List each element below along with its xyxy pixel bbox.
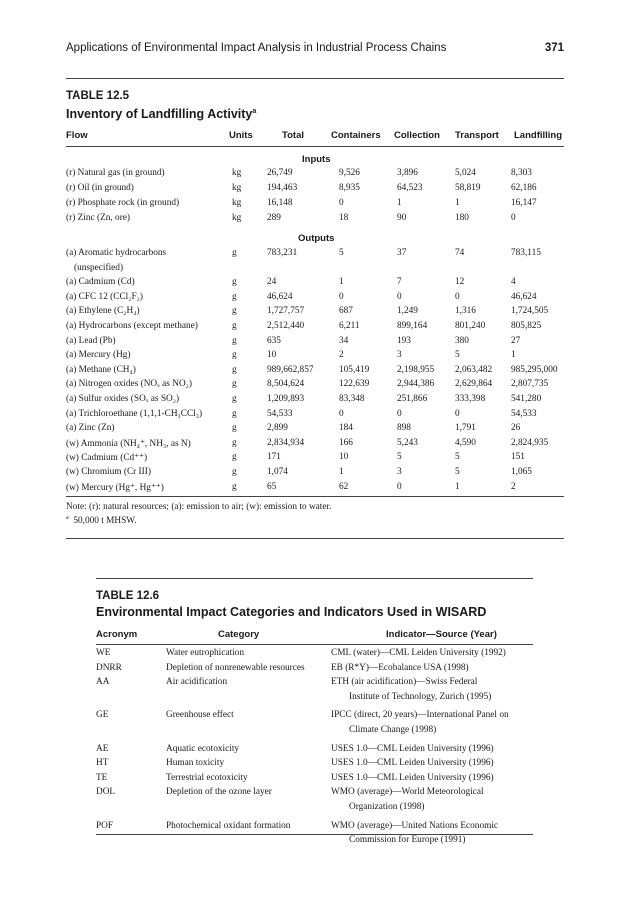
table5-col-header: Collection — [394, 130, 440, 141]
table5-cell: (a) Zinc (Zn) — [66, 423, 115, 434]
table5-cell: 171 — [267, 452, 281, 463]
table5-cell: 2 — [511, 481, 516, 492]
running-header — [66, 42, 564, 54]
header-rule — [66, 78, 564, 79]
table6-category: Air acidification — [166, 677, 228, 688]
table5-cell: 3,896 — [397, 168, 418, 178]
table5-cell: 0 — [397, 481, 402, 492]
table5-cell: (a) Hydrocarbons (except methane) — [66, 321, 198, 331]
table5-cell: 2,512,440 — [267, 321, 305, 331]
table5-cell: 46,624 — [511, 291, 537, 302]
table5-cell: 5 — [455, 452, 460, 463]
table5-cell: kg — [232, 198, 242, 208]
table5-cell: (w) Cadmium (Cd⁺⁺) — [66, 453, 148, 464]
table6-acronym: WE — [96, 648, 111, 658]
table6-label: TABLE 12.6 — [96, 590, 160, 602]
table5-col-header: Transport — [455, 130, 499, 141]
table5-cell: 16,148 — [267, 198, 293, 208]
table5-cell: 0 — [397, 291, 402, 302]
page-number: 371 — [544, 42, 564, 54]
table5-cell: 90 — [397, 213, 407, 223]
table5-cell: (r) Phosphate rock (in ground) — [66, 198, 180, 208]
table5-cell: 37 — [397, 248, 407, 258]
table6-indicator: WMO (average)—United Nations Economic — [331, 820, 499, 831]
table5-cell: (a) Trichloroethane (1,1,1-CH₃CCl₃) — [66, 408, 203, 419]
table5-cell: 151 — [511, 452, 525, 463]
table5-cell: g — [232, 248, 237, 258]
table5-cell: 6,211 — [339, 321, 360, 331]
table5-cell: 2,899 — [267, 423, 288, 434]
table5-bottom-rule — [66, 496, 564, 497]
table5-cell: g — [232, 364, 237, 375]
table5-cell: (r) Natural gas (in ground) — [66, 168, 165, 178]
table5-title-mark: a — [252, 107, 257, 115]
table5-cell: 2,198,955 — [397, 364, 435, 375]
table5-cell: 194,463 — [267, 183, 298, 193]
table5-cell: 26,749 — [267, 168, 293, 178]
table5-cell: 180 — [455, 213, 469, 223]
table5-cell: 54,533 — [511, 408, 537, 419]
table5-cell: 289 — [267, 213, 281, 223]
table5-cell: g — [232, 335, 237, 346]
table5-cell: 1,249 — [397, 306, 418, 317]
table5-cell: g — [232, 481, 237, 492]
table5-cell: 34 — [339, 335, 349, 346]
table5-header-row — [0, 130, 629, 144]
table5-cell: 62 — [339, 481, 349, 492]
table5-cell: 65 — [267, 481, 277, 492]
table5-cell: 2,834,934 — [267, 437, 305, 448]
table5-cell: 2,629,864 — [455, 379, 493, 390]
table5-outputs-label: Outputs — [298, 233, 335, 244]
table6-indicator: ETH (air acidification)—Swiss Federal — [331, 677, 478, 688]
table5-cell: 8,303 — [511, 168, 532, 178]
table5-col-header: Containers — [331, 130, 381, 141]
table6-acronym: DNRR — [96, 662, 122, 673]
table5-cell: 783,231 — [267, 248, 298, 258]
table6-col-header: Indicator—Source (Year) — [386, 629, 497, 640]
table5-cell: 1 — [455, 481, 460, 492]
table5-cell: 0 — [511, 213, 516, 223]
table5-cell: 26 — [511, 423, 521, 434]
table5-cell: 1,065 — [511, 467, 532, 477]
table5-cell: 1 — [339, 277, 344, 288]
table5-cell: (r) Oil (in ground) — [66, 183, 134, 193]
table5-cell: 10 — [267, 350, 277, 361]
table5-cell: (w) Chromium (Cr III) — [66, 467, 151, 477]
table6-indicator: USES 1.0—CML Leiden University (1996) — [331, 758, 494, 769]
table5-cell: 8,504,624 — [267, 379, 305, 390]
table5-cell: 0 — [455, 408, 460, 419]
table5-cell: 10 — [339, 452, 349, 463]
table5-cell: 5 — [455, 350, 460, 361]
table5-cell: 0 — [455, 291, 460, 302]
table5-cell: g — [232, 394, 237, 404]
table5-cell: g — [232, 321, 237, 331]
table6-col-header: Acronym — [96, 629, 138, 640]
table5-cell: 898 — [397, 423, 411, 434]
table6-acronym: AA — [96, 677, 110, 688]
table5-cell: 1,791 — [455, 423, 476, 434]
table5-cell: 5,243 — [397, 437, 418, 448]
table5-cell: g — [232, 291, 237, 302]
table5-cell: 687 — [339, 306, 353, 317]
table5-cell: 184 — [339, 423, 353, 434]
table6-indicator: IPCC (direct, 20 years)—International Panel on — [331, 710, 509, 721]
table5-cell: 4,590 — [455, 437, 476, 448]
table5-cell: g — [232, 306, 237, 317]
table5-cell: g — [232, 350, 237, 361]
table5-header-rule — [66, 146, 564, 147]
table5-cell: 5,024 — [455, 168, 476, 178]
table5-cell: (a) Methane (CH₄) — [66, 364, 136, 375]
table5-inputs-label: Inputs — [302, 154, 331, 165]
table5-cell: kg — [232, 213, 242, 223]
table5-cell: 0 — [339, 198, 344, 208]
table5-cell: 12 — [455, 277, 465, 288]
table5-cell: 380 — [455, 335, 469, 346]
table5-cell: 783,115 — [511, 248, 541, 258]
table6-acronym: DOL — [96, 787, 116, 798]
table5-cell: 8,935 — [339, 183, 360, 193]
table5-cell: g — [232, 452, 237, 463]
table6-bottom-rule — [96, 834, 533, 835]
table5-cell: g — [232, 467, 237, 477]
table6-indicator: USES 1.0—CML Leiden University (1996) — [331, 743, 494, 754]
table6-category: Greenhouse effect — [166, 710, 234, 721]
table5-cell: 2 — [339, 350, 344, 361]
table5-cell: 251,866 — [397, 394, 428, 404]
table5-cell: 27 — [511, 335, 521, 346]
table5-cell: 2,807,735 — [511, 379, 549, 390]
table5-cell: g — [232, 408, 237, 419]
table5-cell: (w) Mercury (Hg⁺, Hg⁺⁺) — [66, 482, 164, 493]
table5-cell: 46,624 — [267, 291, 293, 302]
table5-cell: 2,063,482 — [455, 364, 493, 375]
table6-acronym: POF — [96, 820, 114, 831]
table5-cell: 1,727,757 — [267, 306, 305, 317]
table5-cell: 7 — [397, 277, 402, 288]
table5-cell: 3 — [397, 350, 402, 361]
table5-note: Note: (r): natural resources; (a): emission to air; (w): emission to water. — [66, 502, 332, 512]
table5-cell: 5 — [397, 452, 402, 463]
table6-category: Aquatic ecotoxicity — [166, 743, 240, 754]
table5-cell: g — [232, 277, 237, 288]
table5-cell: 166 — [339, 437, 353, 448]
table5-cell: (unspecified) — [74, 262, 124, 273]
table5-col-header: Flow — [66, 130, 88, 141]
table5-col-header: Units — [229, 130, 253, 141]
table5-cell: g — [232, 437, 237, 448]
table5-cell: 1,209,893 — [267, 394, 305, 404]
table5-cell: 64,523 — [397, 183, 423, 193]
table5-cell: 1 — [455, 198, 460, 208]
table5-cell: (a) Ethylene (C₂H₄) — [66, 306, 140, 317]
table5-cell: 801,240 — [455, 321, 486, 331]
table6-indicator: Climate Change (1998) — [349, 725, 437, 735]
table5-title: Inventory of Landfilling Activity$^a$ — [66, 107, 257, 121]
table5-cell: 1 — [511, 350, 516, 361]
table5-end-rule — [66, 538, 564, 539]
table5-cell: 3 — [397, 467, 402, 477]
table6-indicator: WMO (average)—World Meteorological — [331, 787, 484, 798]
table6-category: Depletion of nonrenewable resources — [166, 662, 305, 673]
table6-col-header: Category — [218, 629, 260, 640]
table5-cell: 193 — [397, 335, 411, 346]
table5-cell: (a) Sulfur oxides (SOₓ as SO₂) — [66, 394, 180, 404]
table6-category: Photochemical oxidant formation — [166, 820, 291, 831]
table5-cell: 541,280 — [511, 394, 542, 404]
table5-cell: (a) CFC 12 (CCl₂F₂) — [66, 291, 143, 302]
running-title: Applications of Environmental Impact Analysis in Industrial Process Chains — [66, 42, 447, 54]
table5-cell: 985,295,000 — [511, 364, 558, 375]
table5-cell: 2,824,935 — [511, 437, 549, 448]
table5-cell: 989,662,857 — [267, 364, 314, 375]
table5-cell: 635 — [267, 335, 281, 346]
table6-category: Depletion of the ozone layer — [166, 787, 272, 798]
table6-category: Terrestrial ecotoxicity — [166, 772, 248, 783]
table5-cell: (r) Zinc (Zn, ore) — [66, 213, 131, 223]
table5-cell: (a) Cadmium (Cd) — [66, 277, 135, 288]
table5-cell: 62,186 — [511, 183, 537, 193]
table5-cell: 16,147 — [511, 198, 537, 208]
table5-cell: 9,526 — [339, 168, 360, 178]
table6-title: Environmental Impact Categories and Indicators Used in WISARD — [96, 605, 487, 619]
table5-cell: 18 — [339, 213, 349, 223]
table5-col-header: Total — [282, 130, 304, 141]
table5-cell: 2,944,386 — [397, 379, 435, 390]
table6-category: Water eutrophication — [166, 648, 244, 658]
table5-cell: 0 — [397, 408, 402, 419]
table5-cell: 54,533 — [267, 408, 293, 419]
table5-label: TABLE 12.5 — [66, 90, 130, 102]
table6-indicator: Institute of Technology, Zurich (1995) — [349, 691, 492, 702]
table5-cell: 4 — [511, 277, 516, 288]
table5-cell: (a) Mercury (Hg) — [66, 350, 131, 361]
table5-cell: 83,348 — [339, 394, 365, 404]
table5-cell: 5 — [339, 248, 344, 258]
table5-cell: (w) Ammonia (NH₄⁺, NH₃, as N) — [66, 438, 191, 449]
table5-cell: (a) Aromatic hydrocarbons — [66, 248, 167, 258]
table5-cell: 122,639 — [339, 379, 370, 390]
table6-indicator: EB (R*Y)—Ecobalance USA (1998) — [331, 662, 469, 673]
table6-category: Human toxicity — [166, 758, 225, 769]
table6-indicator: Organization (1998) — [349, 802, 425, 812]
table5-cell: kg — [232, 168, 242, 178]
table5-cell: 0 — [339, 408, 344, 419]
table5-cell: 899,164 — [397, 321, 428, 331]
table5-cell: 1,316 — [455, 306, 476, 317]
table5-cell: kg — [232, 183, 242, 193]
table6-indicator: Commission for Europe (1991) — [349, 835, 466, 846]
table6-top-rule — [96, 578, 533, 579]
table5-footnote: $^a$ 50,000 t MHSW. — [66, 515, 137, 527]
table5-cell: 105,419 — [339, 364, 370, 375]
table6-acronym: AE — [96, 743, 109, 754]
table6-header-rule — [96, 644, 533, 645]
table5-cell: 805,825 — [511, 321, 542, 331]
table5-cell: 1,074 — [267, 467, 288, 477]
table5-cell: g — [232, 423, 237, 434]
table6-indicator: CML (water)—CML Leiden University (1992) — [331, 648, 506, 658]
table5-cell: 74 — [455, 248, 465, 258]
table5-cell: 0 — [339, 291, 344, 302]
table5-cell: (a) Lead (Pb) — [66, 335, 116, 346]
table6-header-row — [0, 629, 629, 643]
table6-acronym: GE — [96, 710, 109, 721]
table5-cell: g — [232, 379, 237, 390]
table6-acronym: TE — [96, 772, 108, 783]
table5-cell: 1,724,505 — [511, 306, 549, 317]
table5-cell: 333,398 — [455, 394, 486, 404]
table5-cell: 1 — [339, 467, 344, 477]
table5-cell: (a) Nitrogen oxides (NOₓ as NO₂) — [66, 379, 192, 390]
table5-cell: 5 — [455, 467, 460, 477]
table5-cell: 24 — [267, 277, 277, 288]
table5-cell: 1 — [397, 198, 402, 208]
table6-acronym: HT — [96, 758, 109, 769]
table5-col-header: Landfilling — [514, 130, 563, 141]
table5-cell: 58,819 — [455, 183, 481, 193]
table6-indicator: USES 1.0—CML Leiden University (1996) — [331, 772, 494, 783]
